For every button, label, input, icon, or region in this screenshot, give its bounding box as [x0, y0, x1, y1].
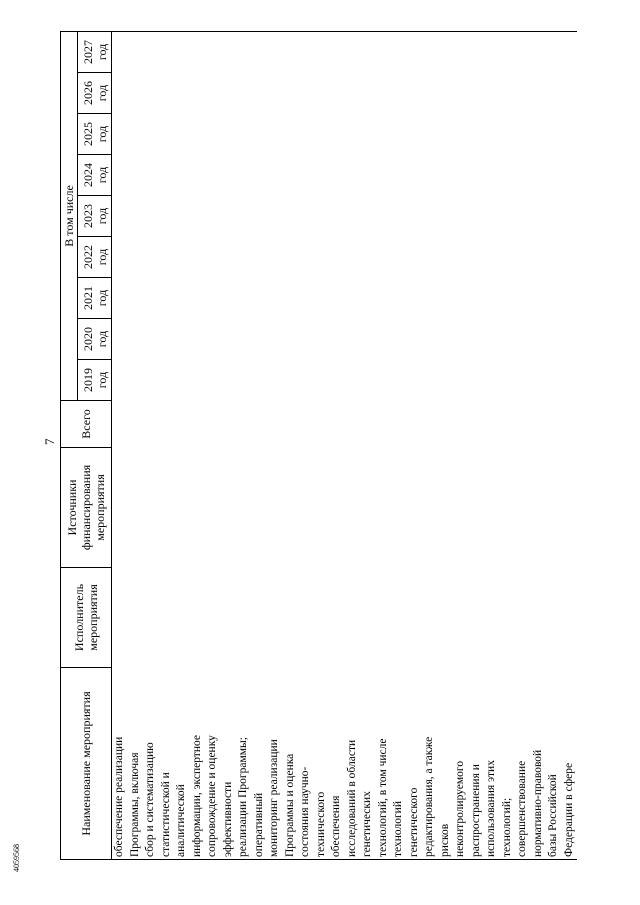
description-line: сопровождение и оценку — [206, 735, 219, 857]
year-cell — [112, 278, 578, 319]
table-row — [112, 31, 578, 859]
description-line: мониторинг реализации — [268, 739, 281, 857]
description-line: оперативный — [252, 792, 265, 857]
financing-table — [60, 31, 577, 860]
measure-description — [112, 670, 577, 858]
page-number: 7 — [42, 438, 57, 445]
description-line: технологий; — [500, 797, 513, 857]
description-line: статистической и — [159, 772, 172, 857]
header-total: Всего — [61, 401, 112, 448]
header-year-2026: 2026 год — [78, 73, 112, 114]
header-year-2020: 2020 год — [78, 319, 112, 360]
header-year-2024: 2024 год — [78, 155, 112, 196]
header-year-2022: 2022 год — [78, 237, 112, 278]
description-line: Программы и оценка — [283, 753, 296, 857]
measure-name-cell — [112, 668, 578, 860]
description-line: технологий, в том числе — [376, 738, 389, 857]
description-line: Федерации в сфере — [562, 762, 575, 857]
description-line: исследований в области — [345, 739, 358, 857]
description-line: информации, экспертное — [190, 735, 203, 857]
description-line: технического — [314, 791, 327, 857]
description-line: совершенствование — [516, 760, 529, 857]
description-line: базы Российской — [547, 774, 560, 857]
sources-cell — [112, 448, 578, 568]
description-line: состояния научно- — [299, 766, 312, 857]
description-line: использования этих — [485, 760, 498, 857]
description-line: неконтролируемого — [454, 760, 467, 857]
year-cell — [112, 155, 578, 196]
description-line: генетического — [407, 787, 420, 857]
description-line: технологий — [392, 801, 405, 857]
year-cell — [112, 196, 578, 237]
description-line: рисков — [438, 823, 451, 857]
year-cell — [112, 360, 578, 401]
header-sources: Источники финансирования мероприятия — [61, 448, 112, 568]
header-year-2027: 2027 год — [78, 31, 112, 72]
document-id: 4059568 — [12, 844, 21, 872]
header-year-2019: 2019 год — [78, 360, 112, 401]
rotated-table-container — [60, 32, 620, 860]
description-line: нормативно-правовой — [531, 749, 544, 857]
description-line: обеспечение реализации — [113, 736, 126, 857]
year-cell — [112, 237, 578, 278]
description-line: реализации Программы; — [237, 737, 250, 857]
header-year-2025: 2025 год — [78, 114, 112, 155]
description-line: распространения и — [469, 764, 482, 857]
header-year-2021: 2021 год — [78, 278, 112, 319]
header-including: В том числе — [61, 31, 78, 400]
header-year-2023: 2023 год — [78, 196, 112, 237]
description-line: аналитической — [175, 784, 188, 857]
year-cell — [112, 319, 578, 360]
year-cell — [112, 31, 578, 72]
year-cell — [112, 73, 578, 114]
description-line: генетических — [361, 791, 374, 857]
year-cell — [112, 114, 578, 155]
description-line: сбор и систематизацию — [144, 742, 157, 857]
executor-cell — [112, 568, 578, 668]
header-name: Наименование мероприятия — [61, 668, 112, 860]
description-line: редактирования, а также — [423, 736, 436, 857]
total-cell — [112, 401, 578, 448]
description-line: эффективности — [221, 781, 234, 857]
description-line: обеспечения — [330, 795, 343, 857]
header-executor: Исполнитель мероприятия — [61, 568, 112, 668]
description-line: Программы, включая — [128, 752, 141, 857]
